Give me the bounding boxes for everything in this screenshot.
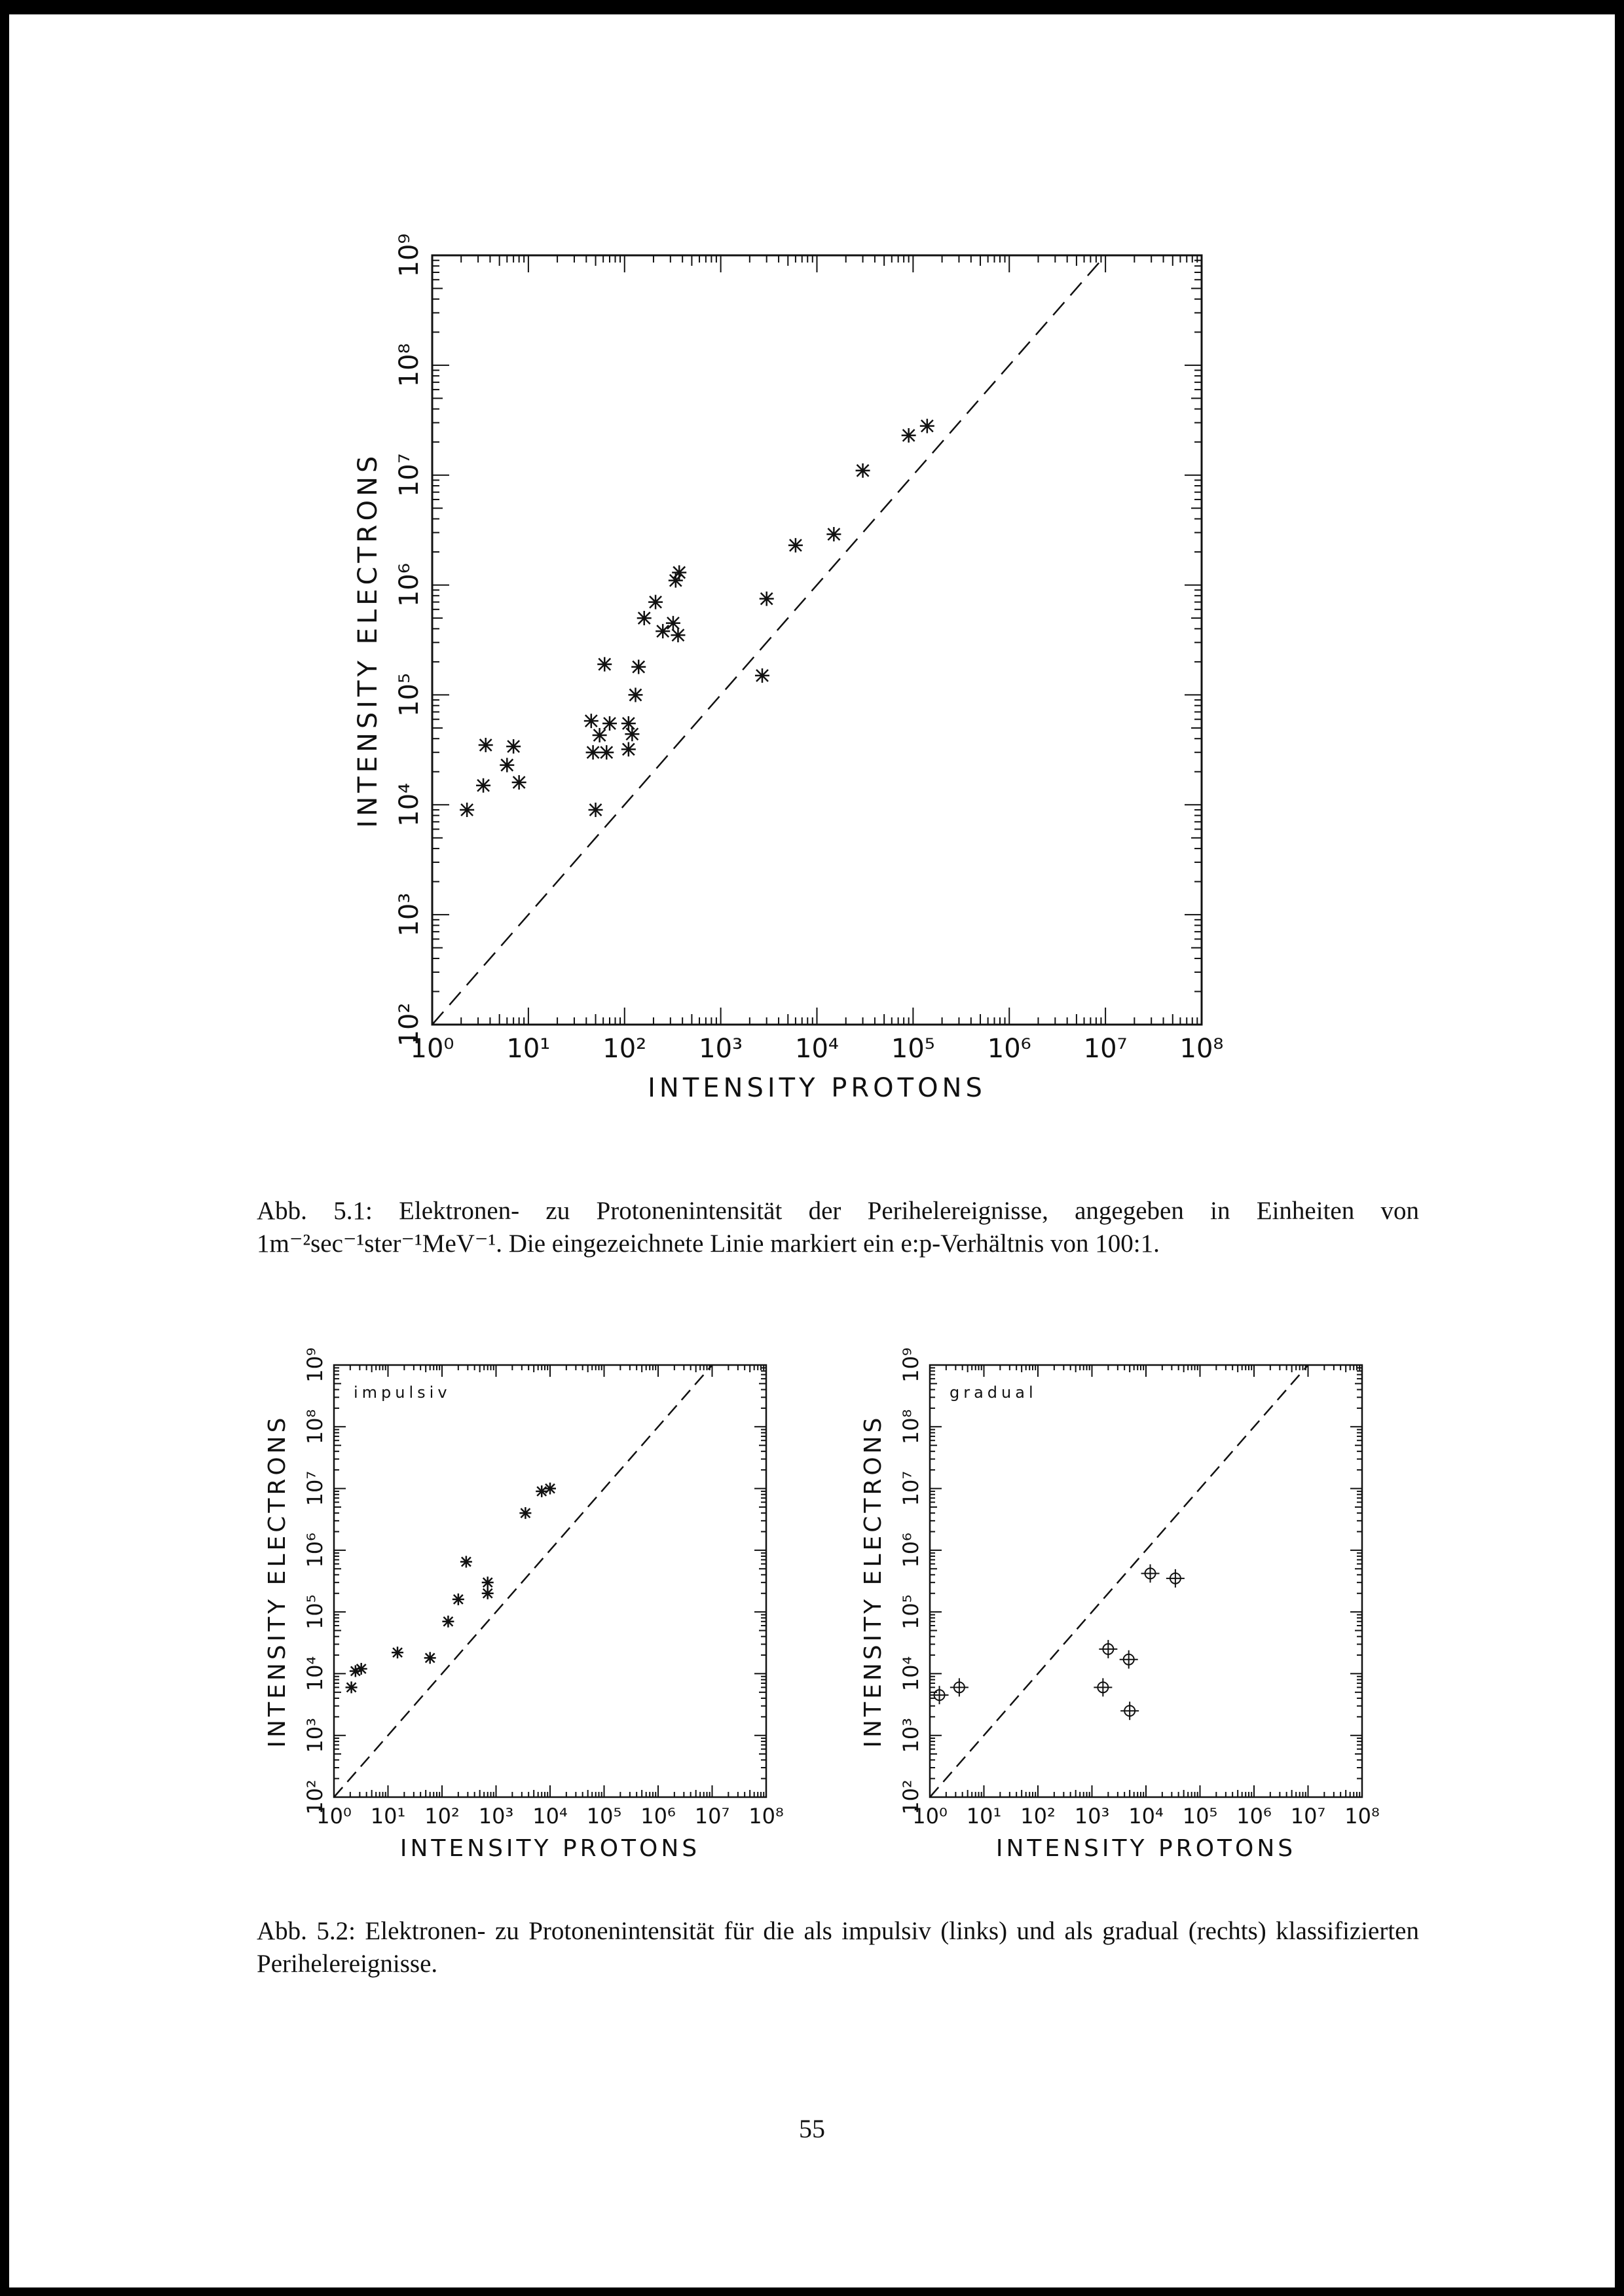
panel-label: gradual: [950, 1383, 1037, 1402]
data-point: [1094, 1678, 1112, 1696]
data-point: [1166, 1569, 1185, 1588]
data-point: [476, 778, 490, 793]
data-point: [621, 716, 636, 731]
data-point: [460, 1556, 472, 1567]
caption-fig-5-2-text: Abb. 5.2: Elektronen- zu Protonenintensität für die als impulsiv (links) und als gradual (rechts) klassifizierten Perihelereignisse.: [257, 1917, 1419, 1978]
data-point: [625, 727, 639, 741]
data-point: [589, 803, 603, 817]
y-tick-label: 10³: [303, 1717, 327, 1753]
figure-5-1-chart: [354, 210, 1310, 1113]
x-tick-label: 10⁰: [912, 1804, 948, 1829]
x-tick-label: 10²: [602, 1034, 647, 1064]
data-point: [584, 714, 599, 728]
x-tick-label: 10¹: [966, 1804, 1002, 1829]
y-tick-label: 10⁵: [303, 1594, 327, 1630]
data-point: [631, 660, 646, 674]
y-tick-label: 10⁹: [394, 233, 424, 278]
x-tick-label: 10⁸: [1344, 1804, 1380, 1829]
figure-5-2-left-chart: [255, 1313, 812, 1889]
data-point: [424, 1652, 436, 1664]
y-tick-label: 10²: [303, 1779, 327, 1815]
data-point: [1120, 1650, 1138, 1669]
data-point: [519, 1507, 531, 1519]
y-tick-label: 10⁵: [898, 1594, 923, 1630]
data-point: [479, 738, 493, 752]
x-axis-label: INTENSITY PROTONS: [399, 1835, 701, 1862]
y-axis-label: INTENSITY ELECTRONS: [860, 1414, 887, 1748]
data-point: [628, 687, 642, 702]
data-point: [755, 668, 769, 683]
y-tick-label: 10⁵: [394, 672, 424, 717]
y-tick-label: 10²: [898, 1779, 923, 1815]
data-point: [621, 742, 636, 756]
x-tick-label: 10⁴: [1128, 1804, 1164, 1829]
data-point: [536, 1485, 547, 1497]
x-tick-label: 10⁷: [1083, 1034, 1128, 1064]
data-point: [593, 728, 607, 742]
y-tick-label: 10⁶: [303, 1533, 327, 1568]
y-tick-label: 10⁸: [898, 1409, 923, 1445]
y-tick-label: 10⁹: [303, 1347, 327, 1383]
x-axis-label: INTENSITY PROTONS: [648, 1073, 986, 1103]
x-tick-label: 10⁵: [586, 1804, 622, 1829]
x-tick-label: 10³: [478, 1804, 514, 1829]
caption-fig-5-2: [257, 1915, 1419, 1980]
data-point: [500, 758, 514, 773]
x-tick-label: 10²: [1020, 1804, 1056, 1829]
x-tick-label: 10⁶: [1236, 1804, 1272, 1829]
x-tick-label: 10⁶: [640, 1804, 676, 1829]
data-point: [1099, 1640, 1117, 1658]
x-tick-label: 10⁷: [694, 1804, 730, 1829]
caption-fig-5-1: [257, 1195, 1419, 1260]
data-point: [1120, 1702, 1139, 1720]
data-point: [902, 428, 916, 443]
x-tick-label: 10⁰: [410, 1034, 454, 1064]
data-point: [920, 419, 934, 433]
data-point: [760, 592, 774, 606]
y-tick-label: 10⁴: [394, 782, 424, 827]
panel-label: impulsiv: [354, 1383, 451, 1402]
x-tick-label: 10⁸: [748, 1804, 784, 1829]
data-point: [671, 628, 685, 642]
x-tick-label: 10³: [1074, 1804, 1110, 1829]
data-point: [648, 595, 663, 610]
data-point: [392, 1647, 403, 1658]
y-tick-label: 10⁷: [394, 453, 424, 498]
data-point: [672, 565, 686, 579]
y-tick-label: 10⁷: [898, 1470, 923, 1506]
x-tick-label: 10⁴: [532, 1804, 568, 1829]
figure-5-2-right-plot: [860, 1347, 1380, 1862]
x-tick-label: 10⁵: [891, 1034, 935, 1064]
data-point: [586, 745, 600, 759]
y-tick-label: 10⁸: [394, 343, 424, 388]
ratio-reference-line: [432, 255, 1105, 1025]
y-tick-label: 10³: [898, 1717, 923, 1753]
data-point: [512, 775, 526, 790]
x-tick-label: 10⁷: [1290, 1804, 1326, 1829]
y-tick-label: 10⁶: [898, 1533, 923, 1568]
x-tick-label: 10¹: [370, 1804, 406, 1829]
data-point: [506, 739, 521, 754]
data-point: [931, 1686, 949, 1704]
figure-5-1-plot: [353, 234, 1223, 1103]
page-number: 55: [799, 2114, 825, 2143]
data-point: [460, 803, 474, 817]
y-tick-label: 10⁴: [898, 1656, 923, 1692]
x-axis-label: INTENSITY PROTONS: [995, 1835, 1297, 1862]
y-tick-label: 10⁸: [303, 1409, 327, 1445]
data-point: [452, 1594, 464, 1605]
x-tick-label: 10²: [424, 1804, 460, 1829]
data-point: [442, 1616, 454, 1628]
x-tick-label: 10⁴: [795, 1034, 839, 1064]
data-point: [356, 1663, 367, 1675]
x-tick-label: 10⁰: [316, 1804, 352, 1829]
figure-5-2-left-plot: [264, 1347, 784, 1862]
caption-fig-5-1-text: Abb. 5.1: Elektronen- zu Protonenintensität der Perihelereignisse, angegeben in Einheiten von 1m⁻²sec⁻¹ster⁻¹MeV⁻¹. Die eingezeichnete Linie markiert ein e:p-Verhältnis von 100:1.: [257, 1197, 1419, 1258]
data-point: [856, 464, 870, 478]
data-point: [597, 657, 612, 672]
y-tick-label: 10⁶: [394, 563, 424, 608]
y-tick-label: 10⁹: [898, 1347, 923, 1383]
data-point: [482, 1576, 494, 1588]
x-tick-label: 10⁵: [1182, 1804, 1218, 1829]
ratio-reference-line: [930, 1365, 1308, 1797]
y-tick-label: 10²: [394, 1002, 424, 1047]
plot-frame: [334, 1365, 766, 1797]
data-point: [950, 1678, 969, 1696]
x-tick-label: 10¹: [506, 1034, 551, 1064]
plot-frame: [930, 1365, 1362, 1797]
data-point: [346, 1681, 358, 1693]
x-tick-label: 10⁸: [1179, 1034, 1224, 1064]
data-point: [655, 624, 670, 638]
data-point: [544, 1483, 556, 1495]
data-point: [637, 611, 652, 625]
figure-5-2-right-chart: [851, 1313, 1408, 1889]
data-point: [826, 527, 841, 541]
y-axis-label: INTENSITY ELECTRONS: [264, 1414, 291, 1748]
data-point: [599, 745, 614, 759]
data-point: [1141, 1564, 1160, 1582]
data-point: [602, 716, 617, 731]
y-tick-label: 10⁴: [303, 1656, 327, 1692]
y-axis-label: INTENSITY ELECTRONS: [353, 452, 383, 828]
y-tick-label: 10³: [394, 892, 424, 937]
y-tick-label: 10⁷: [303, 1470, 327, 1506]
x-tick-label: 10⁶: [987, 1034, 1031, 1064]
x-tick-label: 10³: [699, 1034, 743, 1064]
data-point: [788, 538, 803, 553]
ratio-reference-line: [334, 1365, 712, 1797]
plot-frame: [432, 255, 1202, 1025]
data-point: [482, 1588, 494, 1599]
